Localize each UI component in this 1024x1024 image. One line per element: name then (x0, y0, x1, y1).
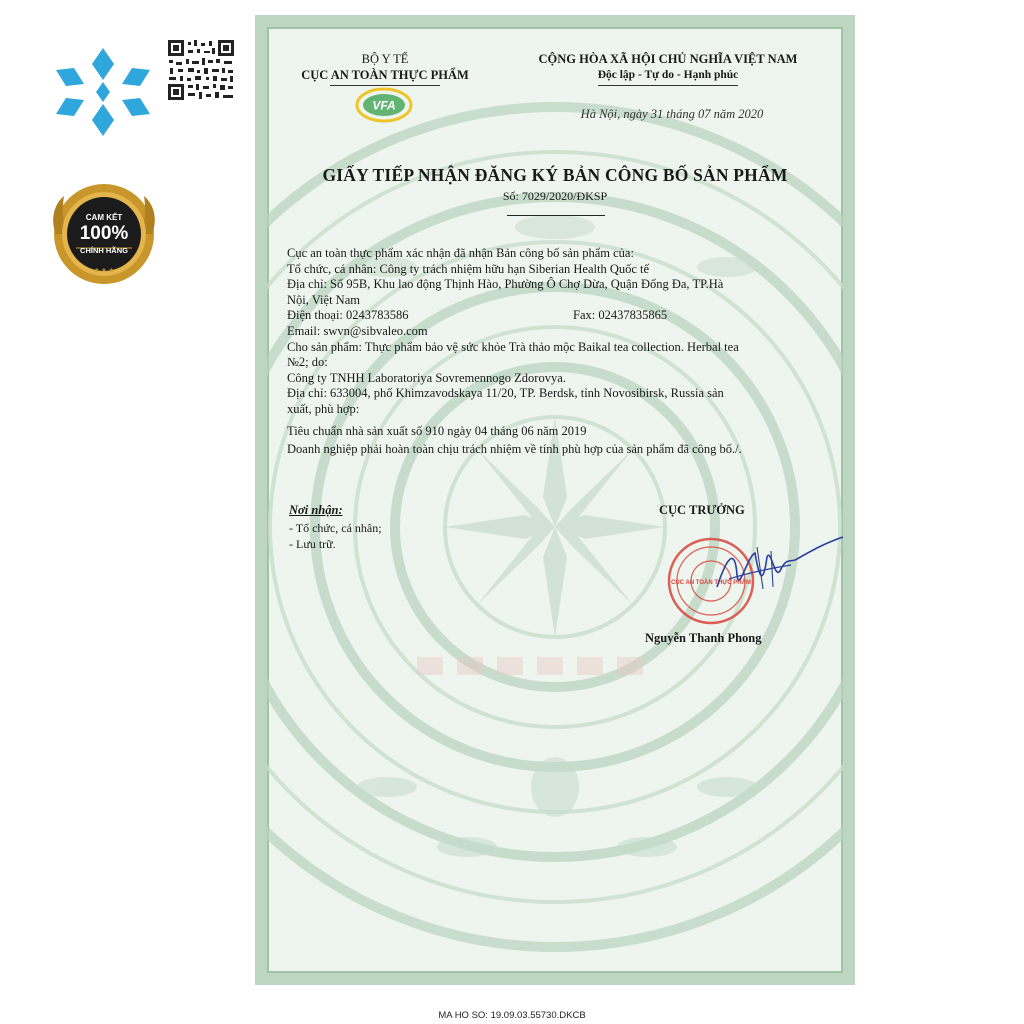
issue-date: Hà Nội, ngày 31 tháng 07 năm 2020 (580, 107, 764, 121)
svg-text:★ ★ ★: ★ ★ ★ (94, 267, 114, 274)
badge-line-2: 100% (79, 223, 129, 244)
manufacturer-address-line-2: xuất, phù hợp: (287, 401, 360, 416)
contact-line (287, 308, 839, 324)
product-line-2: №2; do: (287, 355, 328, 370)
document-number: Số: 7029/2020/ĐKSP (502, 189, 608, 203)
manufacturer-line: Công ty TNHH Laboratoriya Sovremennogo Zdorovya. (287, 370, 566, 385)
recipients-title: Nơi nhận: (289, 503, 343, 517)
title-rule (507, 215, 605, 216)
issuer-header (275, 51, 495, 86)
ministry-name: BỘ Y TẾ (361, 52, 409, 66)
email-line: Email: swvn@sibvaleo.com (287, 323, 428, 338)
address-line-1: Địa chỉ: Số 95B, Khu lao động Thịnh Hào, Phường Ô Chợ Dừa, Quận Đống Đa, TP.Hà (287, 277, 724, 292)
snowflake-logo-icon (48, 42, 158, 142)
recipient-item: - Tổ chức, cá nhân; (289, 521, 382, 535)
national-header (493, 51, 843, 86)
certificate-content (267, 27, 843, 973)
recipient-item: - Lưu trữ. (289, 537, 336, 551)
intro-line: Cục an toàn thực phẩm xác nhận đã nhận Bản công bố sản phẩm của: (287, 246, 634, 260)
qr-code-icon (166, 38, 236, 102)
manufacturer-address-line-1: Địa chỉ: 633004, phố Khimzavodskaya 11/20, TP. Berdsk, tỉnh Novosibirsk, Russia sản (287, 386, 724, 401)
address-line-2: Nội, Việt Nam (287, 292, 360, 307)
signer-role: CỤC TRƯỞNG (659, 503, 745, 517)
signer-name: Nguyễn Thanh Phong (645, 631, 762, 645)
phone-text: Điện thoại: 0243783586 (287, 308, 409, 323)
organization-line: Tổ chức, cá nhân: Công ty trách nhiệm hữu hạn Siberian Health Quốc tế (287, 261, 650, 276)
handwritten-signature-icon (707, 517, 847, 609)
certificate-body (287, 246, 839, 458)
badge-line-1: CAM KẾT (85, 213, 123, 222)
responsibility-line: Doanh nghiệp phải hoàn toàn chịu trách nhiệm về tính phù hợp của sản phẩm đã công bố./. (287, 442, 742, 457)
stamp-text: CỤC AN TOÀN THỰC PHẨM (671, 580, 751, 586)
motto-underline (598, 85, 738, 86)
badge-line-3: CHÍNH HÃNG (80, 246, 128, 255)
certificate-document (255, 15, 855, 985)
product-line-1: Cho sản phẩm: Thực phẩm bảo vệ sức khỏe Trà thảo mộc Baikal tea collection. Herbal tea (287, 339, 739, 354)
national-motto: Độc lập - Tự do - Hạnh phúc (597, 69, 739, 81)
dossier-code: MA HO SO: 19.09.03.55730.DKCB (438, 1010, 586, 1021)
agency-name: CỤC AN TOÀN THỰC PHẨM (301, 68, 469, 82)
fax-text: Fax: 02437835865 (573, 308, 668, 323)
country-name: CỘNG HÒA XÃ HỘI CHỦ NGHĨA VIỆT NAM (538, 52, 798, 66)
authentic-guarantee-badge (46, 180, 162, 288)
vfa-logo-text: VFA (372, 98, 396, 113)
vfa-logo-icon (355, 85, 413, 125)
document-title: GIẤY TIẾP NHẬN ĐĂNG KÝ BẢN CÔNG BỐ SẢN PHẨM (322, 165, 788, 185)
standard-line: Tiêu chuẩn nhà sản xuất số 910 ngày 04 tháng 06 năm 2019 (287, 423, 587, 438)
